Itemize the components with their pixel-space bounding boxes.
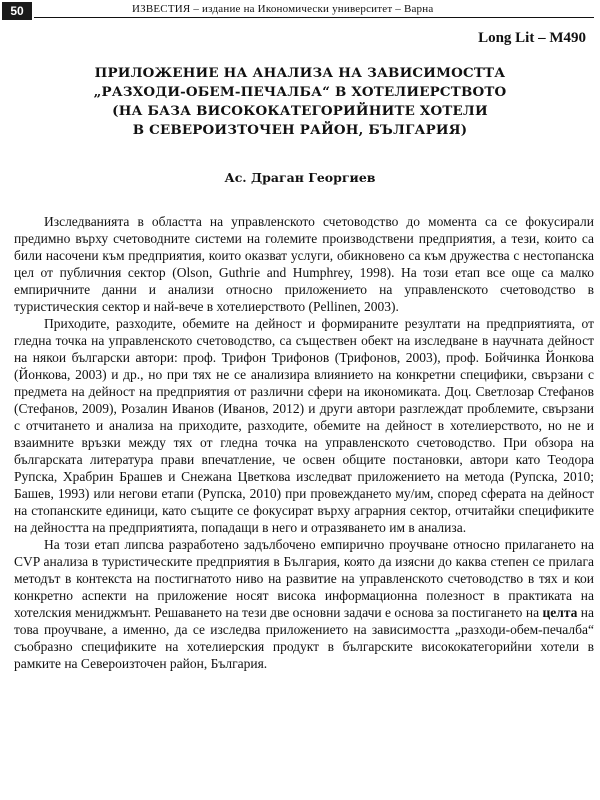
article-body: [14, 213, 594, 672]
title-line-2: „РАЗХОДИ-ОБЕМ-ПЕЧАЛБА“ В ХОТЕЛИЕРСТВОТО: [93, 84, 507, 100]
paragraph-3: [14, 536, 594, 672]
title-line-4: В СЕВЕРОИЗТОЧЕН РАЙОН, БЪЛГАРИЯ): [132, 122, 468, 138]
running-header: ИЗВЕСТИЯ – издание на Икономически университет – Варна: [132, 3, 434, 15]
paragraph-3-bold-word: целта: [542, 605, 578, 620]
header-rule: [34, 17, 594, 18]
title-line-1: ПРИЛОЖЕНИЕ НА АНАЛИЗА НА ЗАВИСИМОСТТА: [94, 65, 506, 81]
article-code: Long Lit – M490: [478, 30, 586, 46]
article-title: [30, 64, 570, 140]
paragraph-3-part-2: на това проучване, а именно, да се изследва приложението на зависимостта „разходи-обем-печалба“ съобразно спецификите на хотелиерския продукт в българските висококатегорийни хотели в рамките на Североизточен район, България.: [14, 605, 595, 671]
title-line-3: (НА БАЗА ВИСОКОКАТЕГОРИЙНИТЕ ХОТЕЛИ: [112, 103, 488, 119]
paragraph-2: Приходите, разходите, обемите на дейност и формираните резултати на предприятията, от гледна точка на управленското счетоводство, са съществен обект на изследване в научната дейност на някои български автори: проф. Трифон Трифонов (Трифонов, 2003), проф. Бойчинка Йонкова (Йонкова, 2003) и др., но при тях не се анализира влиянието на конкретни специфики, свързани с предмета на дейност на предприятия от различни сфери на икономиката. Доц. Светлозар Стефанов (Стефанов, 2009), Розалин Иванов (Иванов, 2012) и други автори разглеждат проблемите, свързани с отчитането и анализа на приходите, разходите, обемите на дейност в хотелиерството, но не и взаимните връзки между тях от гледна точка на управленското счетоводство. При обзора на българската литература прави впечатление, че освен общите постановки, автори като Теодора Рупска, Храбрин Брашев и Снежана Цветкова изследват приложението на метода (Рупска, 2010; Башев, 1993) или негови етапи (Рупска, 2010) при провеждането му/им, според сферата на дейност на стопанските единици, като същите се фокусират върху аграрния сектор, отчитайки спецификите на дейността на предприятията, попадащи в него и отразяването им в анализа.: [14, 316, 594, 535]
paragraph-3-part-1: На този етап липсва разработено задълбочено емпирично проучване относно прилагането на CVP анализа в туристическите предприятия в България, която да изясни до каква степен се прилага методът в контекста на постигнатото ниво на развитие на управленското счетоводство в тях и кои конкретно аспекти на приложение носят висока информационна полезност в практиката на хотелския мениджмънт. Решаването на тези две основни задачи е основа за постигането на: [14, 537, 594, 620]
page-number: 50: [2, 2, 32, 20]
author-name: Ас. Драган Георгиев: [224, 170, 376, 185]
paragraph-1: Изследванията в областта на управленското счетоводство до момента са се фокусирали предимно върху счетоводните системи на големите производствени предприятия, а тези, които са били насочени към предприятия, които оказват услуги, обикновено са към дружества с нестопанска цел от публичния сектор (Olson, Guthrie and Humphrey, 1998). На този етап все още са малко емпиричните данни и анализи относно приложението на управленското счетоводство в туристическия сектор и най-вече в хотелиерството (Pellinen, 2003).: [14, 214, 594, 314]
